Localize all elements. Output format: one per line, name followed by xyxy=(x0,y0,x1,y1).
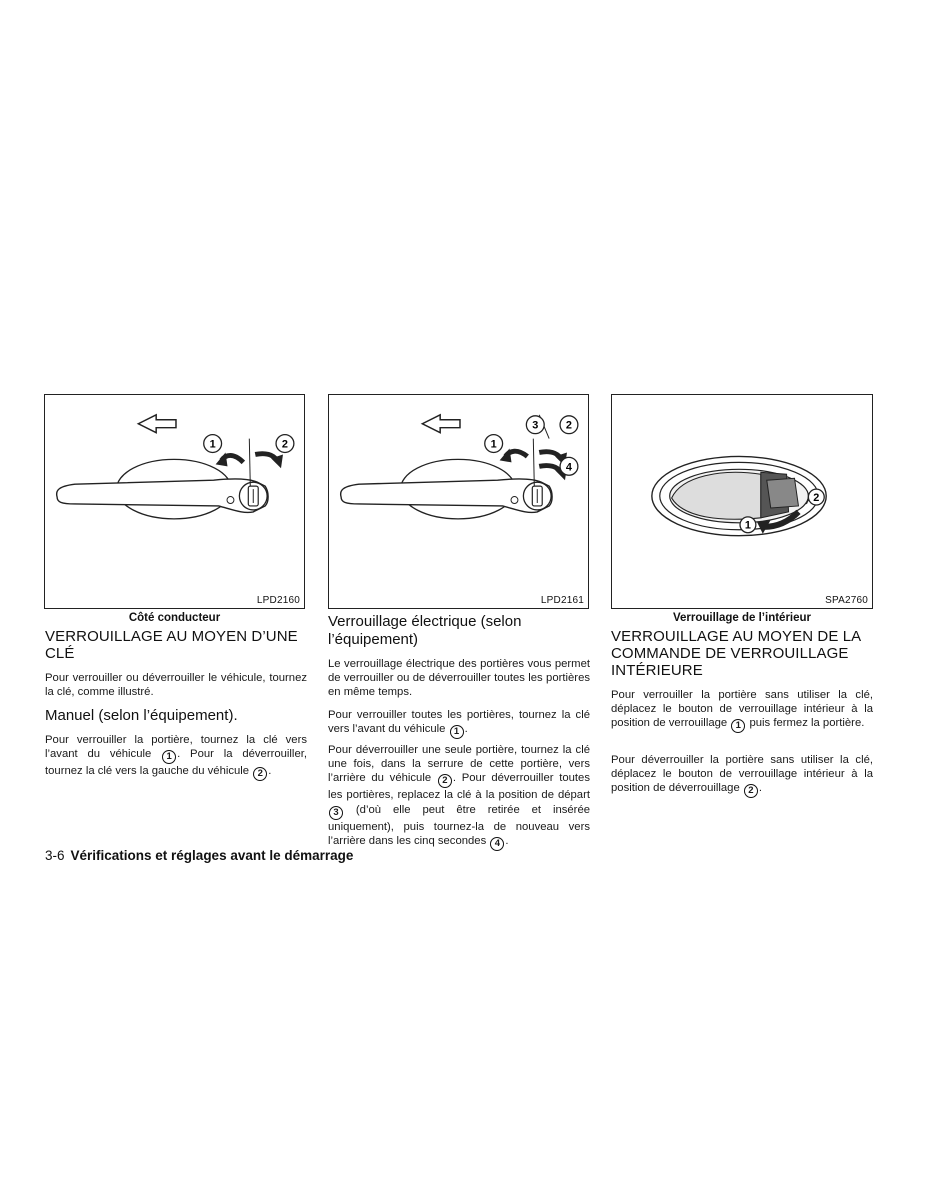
figure-code: LPD2161 xyxy=(540,595,584,606)
text: Pour déverrouiller une seule portière, tournez la clé une fois, dans la serrure de cette portière, vers l’arrière du véhicule xyxy=(328,744,590,785)
text: . xyxy=(758,782,763,795)
text: . xyxy=(464,723,468,736)
figure-caption: Côté conducteur xyxy=(128,612,221,624)
text: Pour déverrouiller la portière sans utiliser la clé, déplacez le bouton de verrouillage intérieur à la position de déverrouillage xyxy=(611,754,873,795)
step-marker: 4 xyxy=(490,837,504,851)
section-heading: VERROUILLAGE AU MOYEN DE LA COMMANDE DE VERROUILLAGE INTÉRIEURE xyxy=(611,628,861,679)
figure-code: LPD2160 xyxy=(256,595,300,606)
subheading: Manuel (selon l’équipement). xyxy=(45,707,238,724)
marker-2: 2 xyxy=(565,419,572,432)
page-footer xyxy=(45,848,353,863)
page-number: 3-6 xyxy=(45,848,65,863)
step-marker: 2 xyxy=(438,774,452,788)
inside-lock-illustration xyxy=(612,395,872,608)
text: Pour verrouiller la portière, tournez la clé vers l’avant du véhicule xyxy=(45,734,307,761)
figure-inside-lock xyxy=(611,394,873,609)
text: . xyxy=(268,765,272,778)
text: Pour verrouiller la portière sans utiliser la clé, déplacez le bouton de verrouillage intérieur à la position de verrouillage xyxy=(611,689,873,730)
marker-2: 2 xyxy=(281,438,288,451)
figure-key-power-locks xyxy=(328,394,589,609)
paragraph: Pour verrouiller ou déverrouiller le véhicule, tournez la clé, comme illustré. xyxy=(45,672,307,699)
door-handle-illustration xyxy=(329,395,588,608)
figure-caption: Verrouillage de l’intérieur xyxy=(672,612,812,624)
text: . Pour déverrouiller toutes les portières, replacez la clé à la position de départ xyxy=(328,772,590,802)
chapter-title: Vérifications et réglages avant le démarrage xyxy=(70,848,354,863)
step-marker: 3 xyxy=(329,806,343,820)
marker-1: 1 xyxy=(209,438,216,451)
marker-4: 4 xyxy=(565,461,572,474)
section-heading: VERROUILLAGE AU MOYEN D’UNE CLÉ xyxy=(45,628,298,662)
paragraph xyxy=(611,688,873,733)
paragraph xyxy=(45,733,307,781)
front-direction-arrow-icon xyxy=(138,415,176,433)
marker-3: 3 xyxy=(532,419,539,432)
step-marker: 2 xyxy=(744,784,758,798)
text: . xyxy=(505,834,509,847)
step-marker: 1 xyxy=(450,725,464,739)
figure-code: SPA2760 xyxy=(825,595,868,606)
paragraph xyxy=(328,743,590,851)
step-marker: 1 xyxy=(162,750,176,764)
paragraph: Le verrouillage électrique des portières vous permet de verrouiller ou de déverrouiller toutes les portières en même temps. xyxy=(328,658,590,699)
figure-key-driver-side xyxy=(44,394,305,609)
text: . Pour la déverrouiller, tournez la clé vers la gauche du véhicule xyxy=(45,748,308,778)
paragraph xyxy=(328,708,590,739)
text: (d’où elle peut être retirée et insérée uniquement), puis tournez-la de nouveau vers l’arrière dans les cinq secondes xyxy=(328,803,591,847)
subheading: Verrouillage électrique (selon l’équipement) xyxy=(328,613,522,648)
marker-2: 2 xyxy=(813,492,820,505)
front-direction-arrow-icon xyxy=(422,415,460,433)
door-handle-illustration xyxy=(45,395,304,608)
marker-1: 1 xyxy=(490,438,497,451)
step-marker: 2 xyxy=(253,767,267,781)
paragraph xyxy=(611,753,873,798)
step-marker: 1 xyxy=(731,719,745,733)
text: puis fermez la portière. xyxy=(749,717,865,730)
marker-1: 1 xyxy=(744,519,751,532)
text: Pour verrouiller toutes les portières, tournez la clé vers l’avant du véhicule xyxy=(328,709,590,736)
